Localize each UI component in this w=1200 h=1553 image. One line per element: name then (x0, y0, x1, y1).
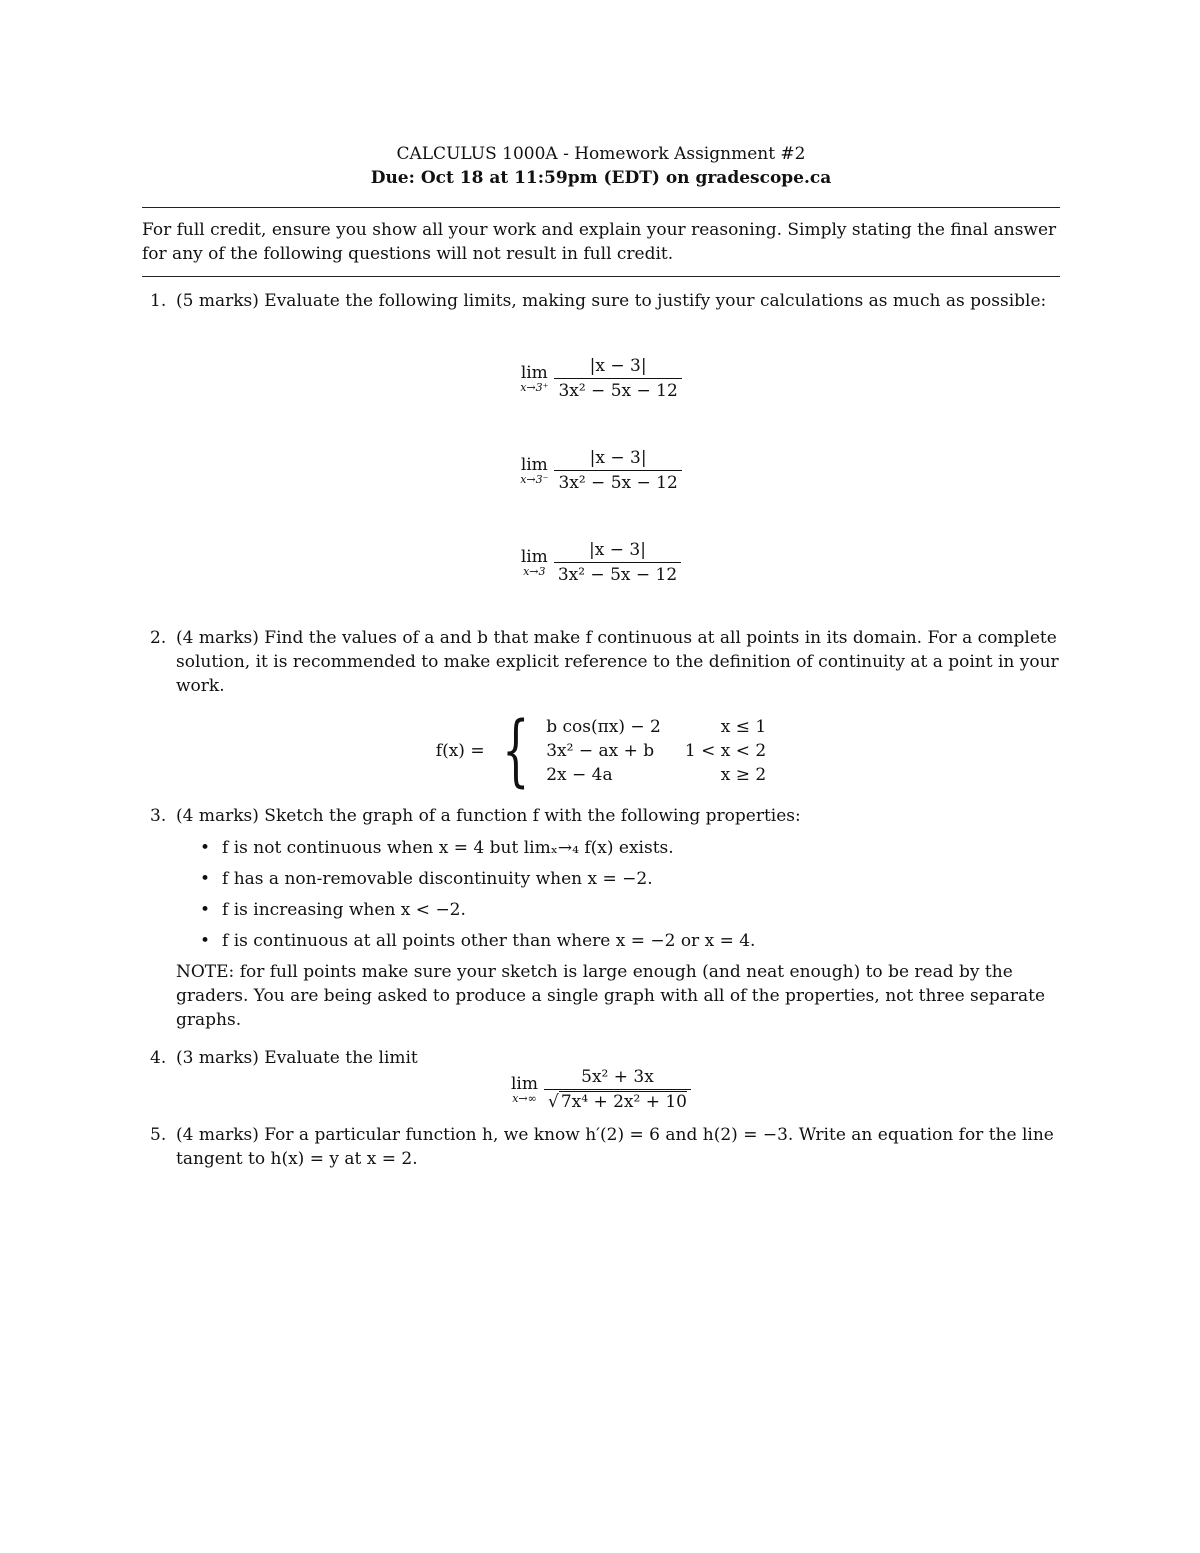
list-item: • f has a non-removable discontinuity when x = −2. (222, 867, 1060, 891)
piecewise-function (142, 706, 1060, 796)
list-item: • f is not continuous when x = 4 but limₓ→₄ f(x) exists. (222, 836, 1060, 860)
question-text: (4 marks) Sketch the graph of a function f with the following properties: (176, 806, 801, 826)
note-text: NOTE: for full points make sure your sketch is large enough (and neat enough) to be read by the graders. You are being asked to produce a single graph with all of the properties, not three separate graphs. (176, 962, 1046, 1030)
property-list (176, 836, 1060, 953)
denominator: 3x² − 5x − 12 (554, 378, 681, 402)
limit-expression (142, 447, 1060, 494)
sqrt-symbol: √ (547, 1092, 559, 1112)
due-date: Due: Oct 18 at 11:59pm (EDT) on gradescope.ca (370, 168, 832, 188)
bottom-divider (142, 276, 1060, 277)
numerator: |x − 3| (589, 448, 647, 468)
list-item: • f is continuous at all points other than where x = −2 or x = 4. (222, 929, 1060, 953)
case-expr: 3x² − ax + b (546, 741, 655, 761)
assignment-page (142, 142, 1060, 1171)
fraction (554, 539, 681, 586)
question-3 (142, 804, 1060, 1032)
intro-text: For full credit, ensure you show all your work and explain your reasoning. Simply stating the final answer for any of the following questions will not result in full credit. (142, 220, 1057, 264)
question-number: 4. (150, 1048, 167, 1068)
radicand: 7x⁴ + 2x² + 10 (560, 1092, 687, 1112)
denominator: 3x² − 5x − 12 (554, 562, 681, 586)
limit-subscript: x→3 (523, 564, 546, 578)
list-item: • f is increasing when x < −2. (222, 898, 1060, 922)
question-text: (4 marks) For a particular function h, we know h′(2) = 6 and h(2) = −3. Write an equation for the line tangent to h(x) = y at x = 2. (176, 1125, 1054, 1169)
question-text: (4 marks) Find the values of a and b that make f continuous at all points in its domain. For a complete solution, it is recommended to make explicit reference to the definition of continuity at a point in your work. (176, 628, 1059, 696)
question-number: 5. (150, 1125, 167, 1145)
limit-subscript: x→∞ (512, 1091, 537, 1105)
question-1 (142, 289, 1060, 313)
denominator (544, 1089, 691, 1113)
cases (546, 715, 766, 787)
case-cond: x ≤ 1 (720, 717, 767, 737)
limit-expression (142, 355, 1060, 402)
case-expr: b cos(πx) − 2 (546, 717, 661, 737)
question-text: (3 marks) Evaluate the limit (176, 1048, 418, 1068)
question-text: (5 marks) Evaluate the following limits, making sure to justify your calculations as much as possible: (176, 291, 1047, 311)
fraction (544, 1066, 691, 1113)
limit-expression (142, 539, 1060, 586)
numerator: 5x² + 3x (581, 1067, 654, 1087)
limit-expression (142, 1066, 1060, 1113)
limit-subscript: x→3⁻ (520, 472, 549, 486)
page-title: CALCULUS 1000A - Homework Assignment #2 (396, 144, 806, 164)
function-lhs: f(x) = (435, 741, 485, 761)
limit-operator: lim x→3⁺ (520, 362, 549, 394)
limit-subscript: x→3⁺ (520, 380, 549, 394)
question-4 (142, 1046, 1060, 1070)
question-5 (142, 1123, 1060, 1171)
question-number: 3. (150, 806, 167, 826)
limit-operator: lim x→∞ (510, 1073, 538, 1105)
case-expr: 2x − 4a (546, 765, 613, 785)
numerator: |x − 3| (589, 540, 646, 560)
brace-symbol: { (501, 706, 530, 796)
question-2 (142, 626, 1060, 698)
case-cond: 1 < x < 2 (684, 741, 767, 761)
limit-operator: lim x→3 (520, 546, 548, 578)
fraction (554, 355, 681, 402)
limit-operator: lim x→3⁻ (520, 454, 549, 486)
question-number: 2. (150, 628, 167, 648)
fraction (554, 447, 681, 494)
header (142, 142, 1060, 190)
denominator: 3x² − 5x − 12 (554, 470, 681, 494)
question-number: 1. (150, 291, 167, 311)
case-cond: x ≥ 2 (720, 765, 767, 785)
numerator: |x − 3| (589, 356, 647, 376)
